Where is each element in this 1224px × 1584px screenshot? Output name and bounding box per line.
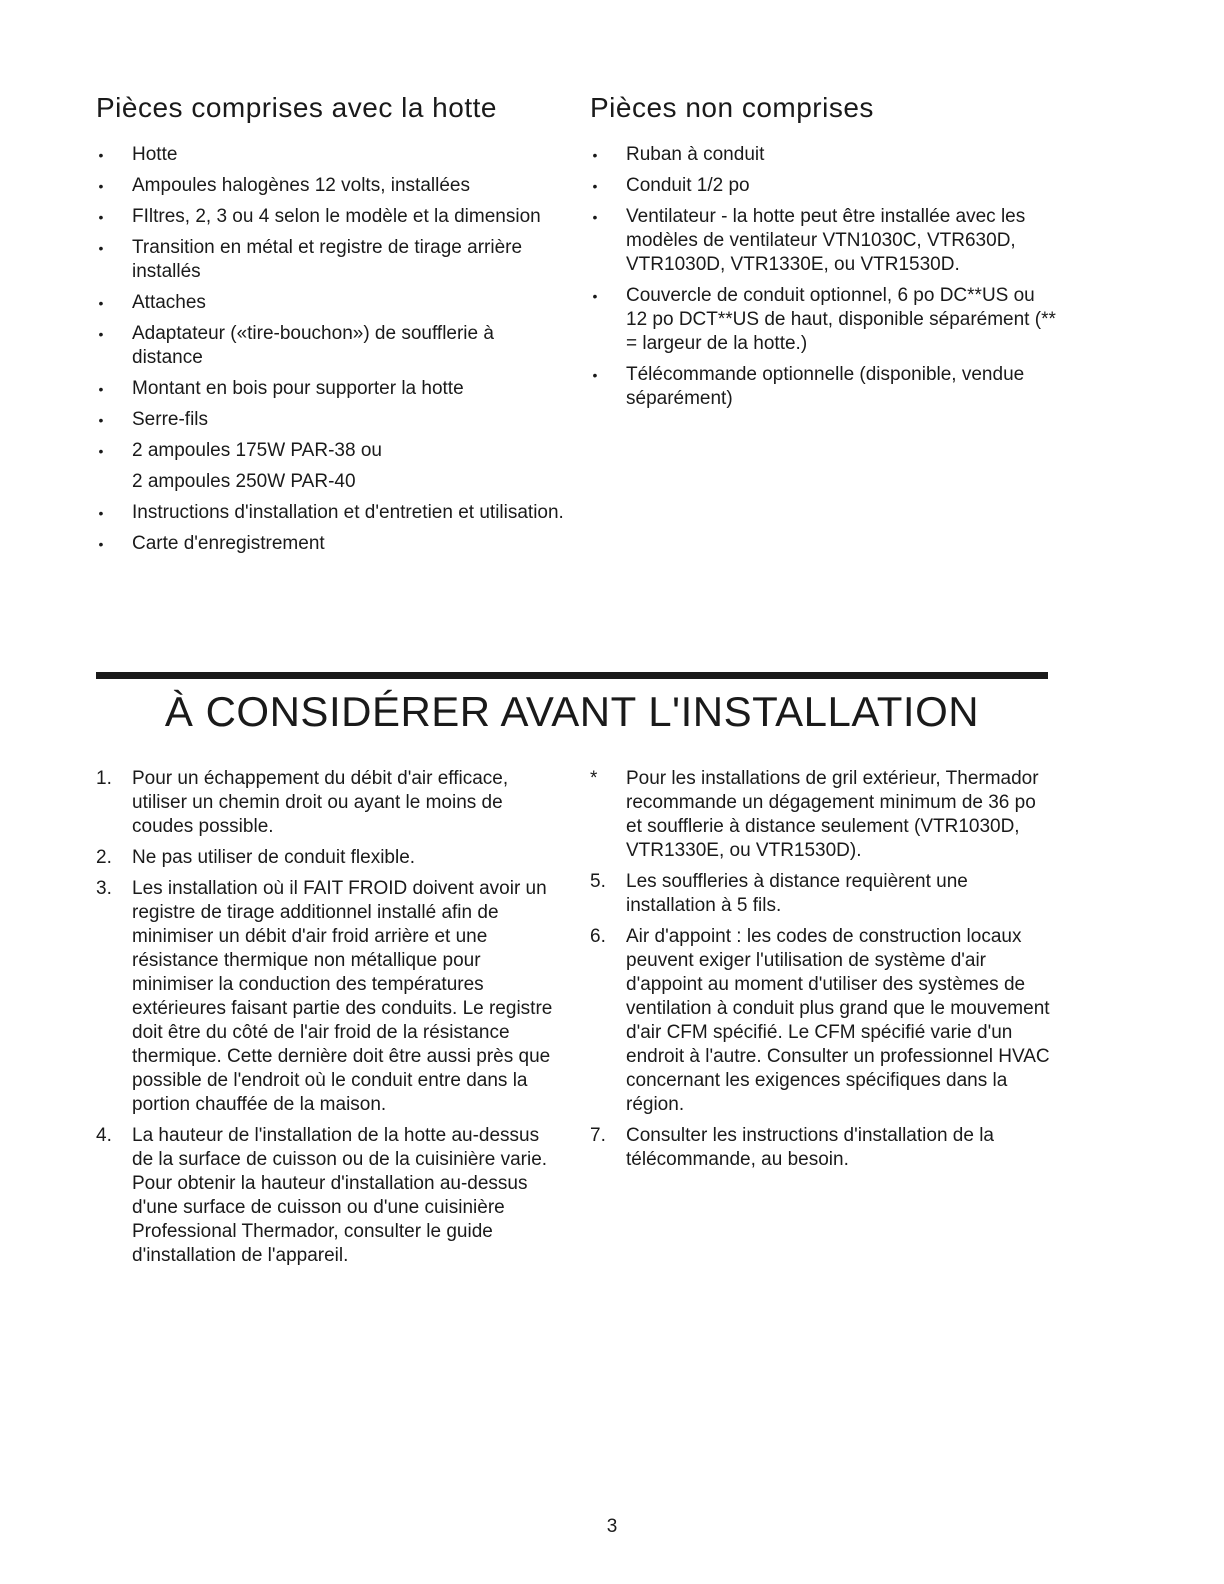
not-included-parts-column — [590, 143, 1060, 418]
list-item: • Attaches — [96, 291, 566, 315]
list-item: • Conduit 1/2 po — [590, 174, 1060, 198]
bullet-icon: • — [98, 240, 104, 256]
list-item-continuation: 2 ampoules 250W PAR-40 — [132, 471, 356, 492]
considerations-right-column — [590, 767, 1052, 1179]
item-number: 2. — [96, 847, 112, 868]
item-text: Air d'appoint : les codes de construction locaux peuvent exiger l'utilisation de système d'air d'appoint au moment d'utiliser des systèmes de ventilation à conduit plus grand que le mouvement d'air CFM spécifié. Le CFM spécifié varie d'un endroit à l'autre. Consulter un professionnel HVAC concernant les exigences spécifiques dans la région. — [626, 926, 1050, 1115]
list-item: • Hotte — [96, 143, 566, 167]
bullet-icon: • — [98, 505, 104, 521]
bullet-icon: • — [592, 288, 598, 304]
item-number: 6. — [590, 926, 606, 947]
section-divider — [96, 672, 1048, 679]
list-item: • Adaptateur («tire-bouchon») de soufflerie à distance — [96, 322, 566, 370]
bullet-icon: • — [592, 367, 598, 383]
list-item: • Ruban à conduit — [590, 143, 1060, 167]
list-item: • FIltres, 2, 3 ou 4 selon le modèle et la dimension — [96, 205, 566, 229]
not-included-parts-title: Pièces non comprises — [590, 92, 874, 123]
bullet-icon: • — [98, 412, 104, 428]
item-text: Les souffleries à distance requièrent une installation à 5 fils. — [626, 871, 968, 916]
item-text: Pour les installations de gril extérieur, Thermador recommande un dégagement minimum de 36 po et soufflerie à distance seulement (VTR1030D, VTR1330E, ou VTR1530D). — [626, 768, 1039, 861]
item-text: Ne pas utiliser de conduit flexible. — [132, 847, 416, 868]
list-item: • Ventilateur - la hotte peut être installée avec les modèles de ventilateur VTN1030C, VTR630D, VTR1030D, VTR1330E, ou VTR1530D. — [590, 205, 1060, 277]
item-number: 7. — [590, 1125, 606, 1146]
numbered-item — [590, 870, 1052, 918]
considerations-right-list — [590, 767, 1052, 1172]
included-parts-list — [96, 143, 566, 556]
considerations-heading: À CONSIDÉRER AVANT L'INSTALLATION — [164, 688, 980, 735]
numbered-item — [590, 1124, 1052, 1172]
bullet-icon: • — [98, 326, 104, 342]
item-number: 5. — [590, 871, 606, 892]
list-item: • Montant en bois pour supporter la hotte — [96, 377, 566, 401]
numbered-item — [590, 767, 1052, 863]
bullet-icon: • — [592, 147, 598, 163]
item-number: * — [590, 768, 598, 789]
item-text: Pour un échappement du débit d'air efficace, utiliser un chemin droit ou ayant le moins de coudes possible. — [132, 768, 509, 837]
bullet-icon: • — [98, 178, 104, 194]
list-item: • Télécommande optionnelle (disponible, vendue séparément) — [590, 363, 1060, 411]
item-text: La hauteur de l'installation de la hotte au-dessus de la surface de cuisson ou de la cuisinière varie. Pour obtenir la hauteur d'installation au-dessus d'une surface de cuisson ou d'une cuisinière Professional Thermador, consulter le guide d'installation de l'appareil. — [132, 1125, 548, 1266]
list-item: • Transition en métal et registre de tirage arrière installés — [96, 236, 566, 284]
list-item: • Instructions d'installation et d'entretien et utilisation. — [96, 501, 566, 525]
list-item: • Couvercle de conduit optionnel, 6 po DC**US ou 12 po DCT**US de haut, disponible séparément (** = largeur de la hotte.) — [590, 284, 1060, 356]
considerations-left-column — [96, 767, 558, 1275]
list-item: • Ampoules halogènes 12 volts, installées — [96, 174, 566, 198]
page-number: 3 — [606, 1516, 618, 1537]
item-number: 4. — [96, 1125, 112, 1146]
included-parts-title: Pièces comprises avec la hotte — [96, 92, 497, 123]
item-number: 1. — [96, 768, 112, 789]
numbered-item — [96, 767, 558, 839]
numbered-item — [96, 877, 558, 1117]
bullet-icon: • — [98, 443, 104, 459]
numbered-item — [96, 846, 558, 870]
bullet-icon: • — [98, 295, 104, 311]
list-item: • Serre-fils — [96, 408, 566, 432]
numbered-item — [590, 925, 1052, 1117]
not-included-parts-list — [590, 143, 1060, 411]
item-number: 3. — [96, 878, 112, 899]
list-item: • 2 ampoules 175W PAR-38 ou 2 ampoules 250W PAR-40 — [96, 439, 566, 494]
bullet-icon: • — [98, 209, 104, 225]
included-parts-column — [96, 143, 566, 563]
bullet-icon: • — [98, 381, 104, 397]
item-text: Les installation où il FAIT FROID doivent avoir un registre de tirage additionnel installé afin de minimiser un débit d'air froid arrière et une résistance thermique non métallique pour minimiser la conduction des températures extérieures faisant partie des conduits. Le registre doit être du côté de l'air froid de la résistance thermique. Cette dernière doit être aussi près que possible de l'endroit où le conduit entre dans la portion chauffée de la maison. — [132, 878, 553, 1115]
considerations-left-list — [96, 767, 558, 1268]
bullet-icon: • — [592, 209, 598, 225]
item-text: Consulter les instructions d'installation de la télécommande, au besoin. — [626, 1125, 994, 1170]
bullet-icon: • — [592, 178, 598, 194]
numbered-item — [96, 1124, 558, 1268]
list-item: • Carte d'enregistrement — [96, 532, 566, 556]
bullet-icon: • — [98, 536, 104, 552]
bullet-icon: • — [98, 147, 104, 163]
